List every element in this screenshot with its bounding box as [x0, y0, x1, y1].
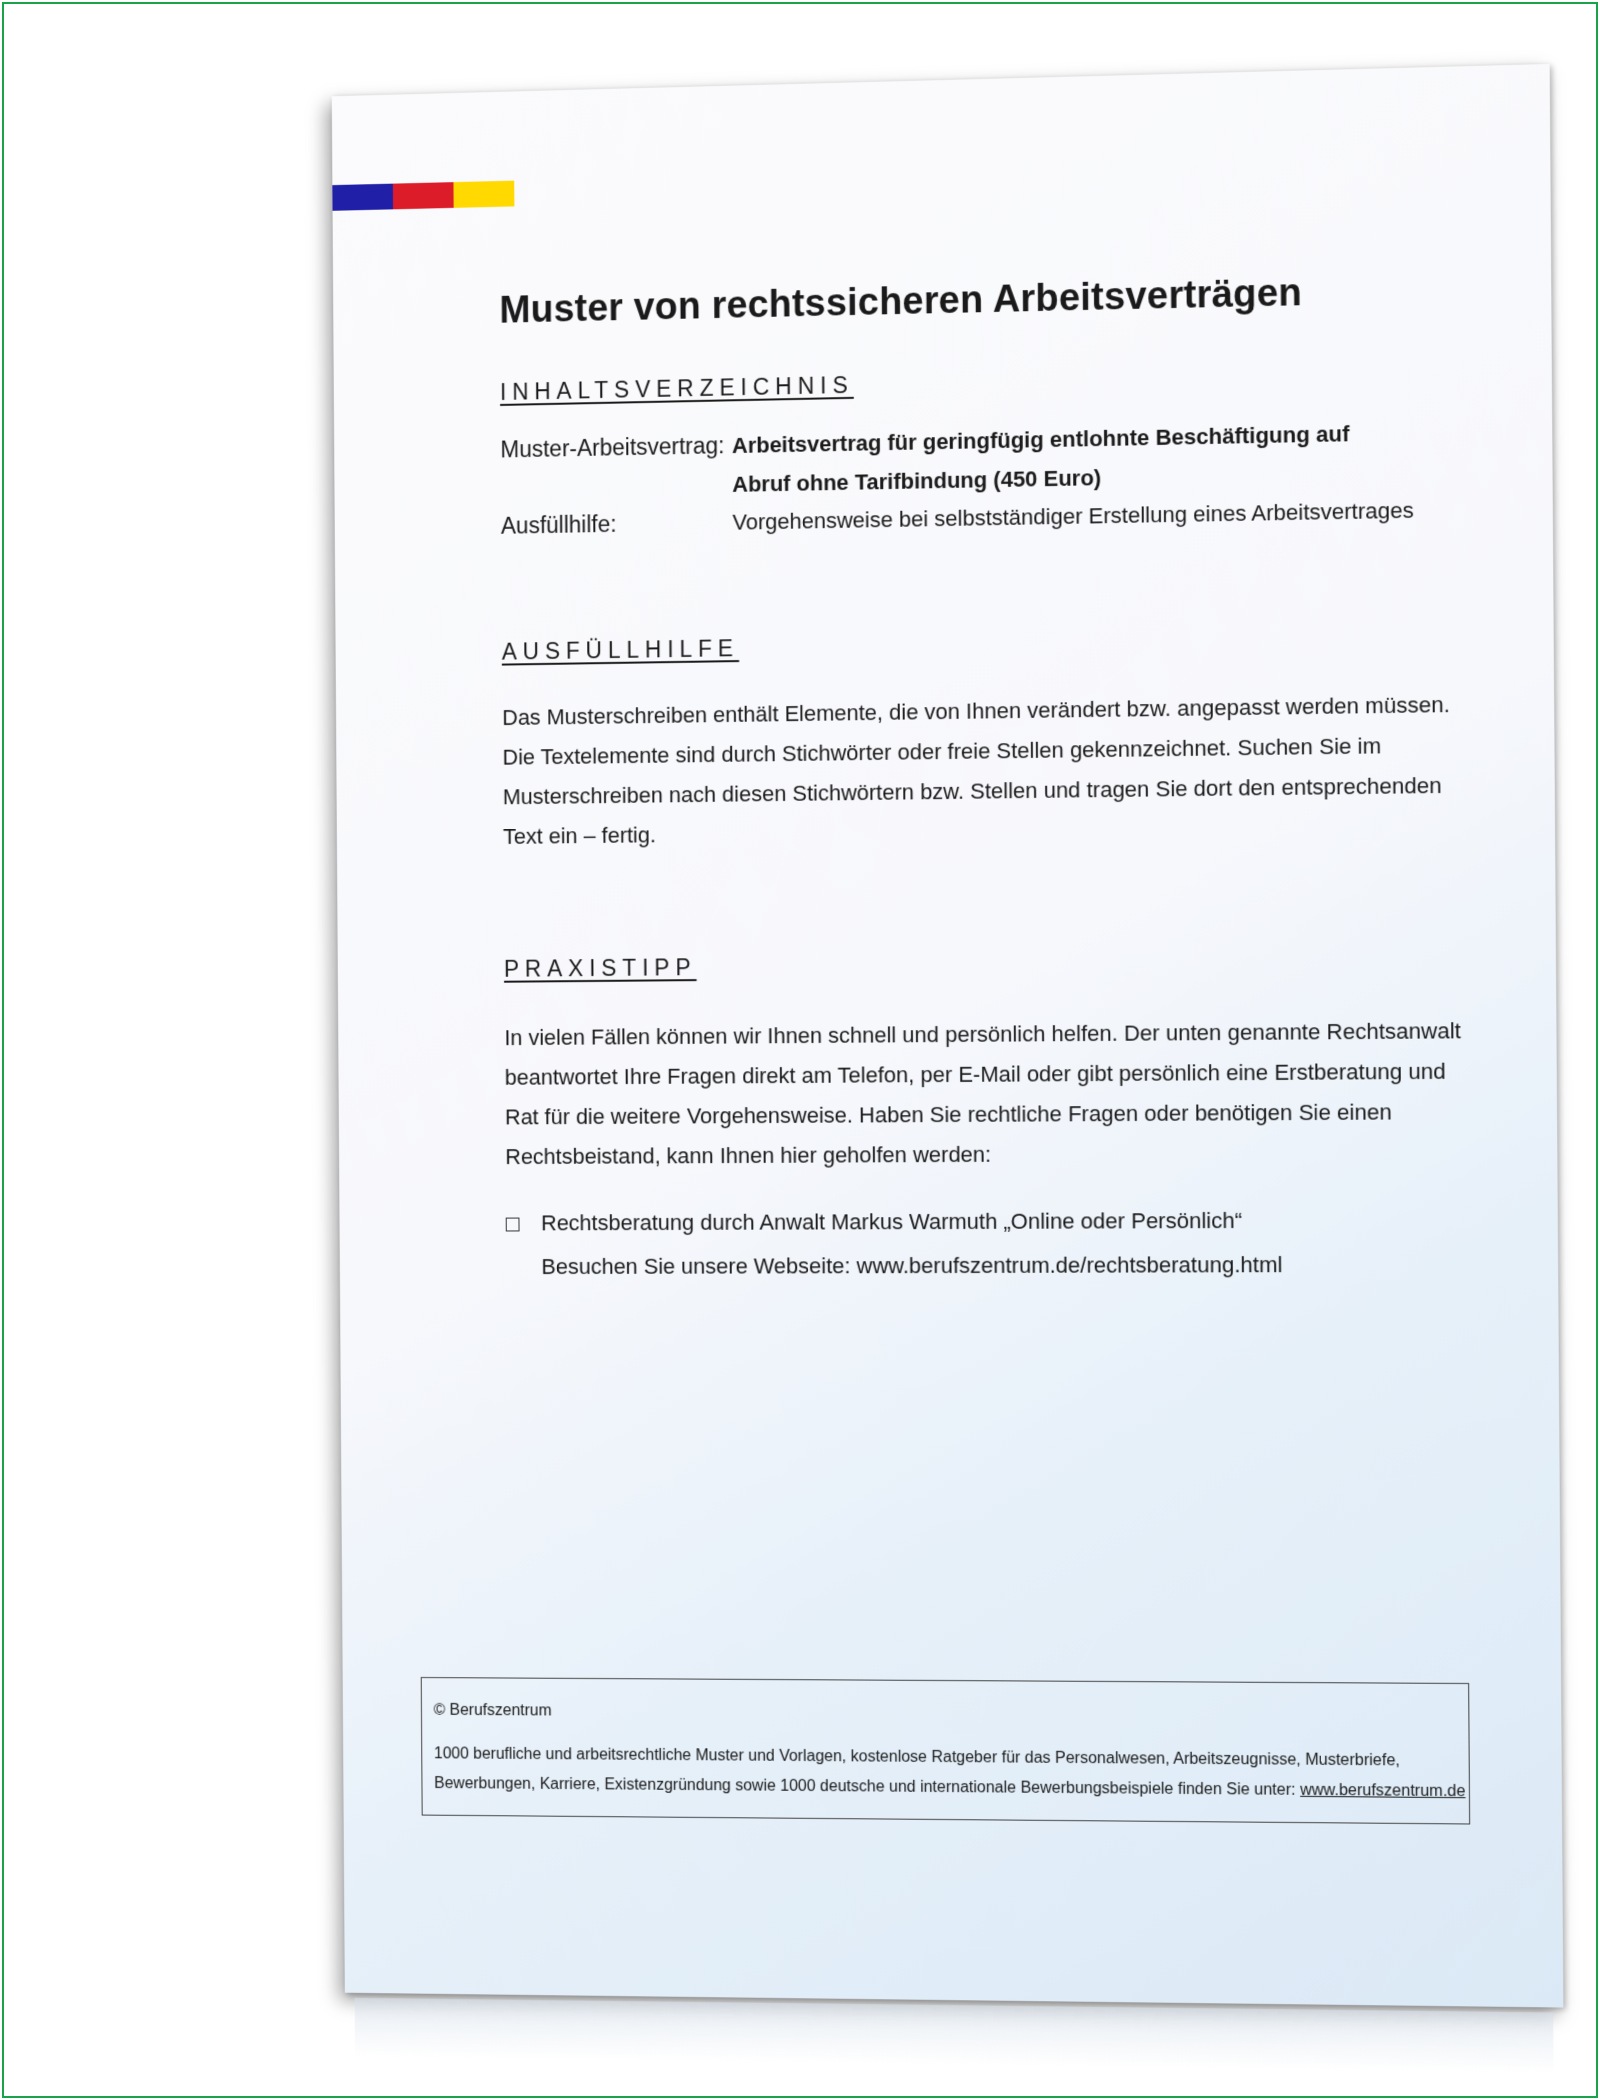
- document-preview: [332, 64, 1574, 2028]
- toc-item-ausfuellhilfe: [501, 497, 1414, 540]
- footer-line-text: Bewerbungen, Karriere, Existenzgründung sowie 1000 deutsche und internationale Bewerbungsbeispiele finden Sie unter:: [434, 1775, 1296, 1799]
- toc-heading: INHALTSVERZEICHNIS: [499, 371, 854, 405]
- color-stripe: [332, 181, 514, 211]
- ausfuellhilfe-paragraph: [502, 684, 1504, 857]
- footer-line: 1000 berufliche und arbeitsrechtliche Muster und Vorlagen, kostenlose Ratgeber für das Personalwesen, Arbeitszeugnisse, Musterbriefe,: [433, 1745, 1401, 1770]
- paragraph-line: In vielen Fällen können wir Ihnen schnell und persönlich helfen. Der unten genannte Rechtsanwalt: [504, 1018, 1461, 1051]
- color-stripe-red: [393, 182, 454, 209]
- paragraph-line: beantwortet Ihre Fragen direkt am Telefon, per E-Mail oder gibt persönlich eine Erstberatung und: [504, 1058, 1446, 1090]
- document-title: Muster von rechtssicheren Arbeitsverträgen: [499, 271, 1303, 332]
- paragraph-line: Rechtsbeistand, kann Ihnen hier geholfen werden:: [505, 1141, 992, 1170]
- bullet-text: Rechtsberatung durch Anwalt Markus Warmuth „Online oder Persönlich“: [540, 1207, 1243, 1236]
- footer-line: [434, 1769, 1466, 1807]
- document-page: [332, 64, 1564, 2008]
- footer-box: [421, 1677, 1470, 1824]
- paragraph-line: Text ein – fertig.: [502, 822, 656, 849]
- toc-item-value: Arbeitsvertrag für geringfügig entlohnte Beschäftigung auf: [731, 421, 1350, 459]
- bullet-subtext: Besuchen Sie unsere Webseite: www.berufszentrum.de/rechtsberatung.html: [541, 1252, 1283, 1279]
- toc-item-value: Vorgehensweise bei selbstständiger Erstellung eines Arbeitsvertrages: [732, 497, 1414, 535]
- footer-copyright: © Berufszentrum: [433, 1701, 552, 1720]
- toc-item-muster: [500, 420, 1349, 463]
- toc-item-label: Muster-Arbeitsvertrag:: [500, 432, 725, 463]
- praxistipp-paragraph: [504, 1011, 1506, 1177]
- paragraph-line: Musterschreiben nach diesen Stichwörtern bzw. Stellen und tragen Sie dort den entsprechenden: [502, 772, 1442, 810]
- rechtsberatung-list-item: [506, 1199, 1283, 1289]
- paragraph-line: Das Musterschreiben enthält Elemente, die von Ihnen verändert bzw. angepasst werden müssen.: [502, 691, 1450, 730]
- paragraph-line: Rat für die weitere Vorgehensweise. Haben Sie rechtliche Fragen oder benötigen Sie einen: [504, 1099, 1392, 1130]
- paragraph-line: Die Textelemente sind durch Stichwörter oder freie Stellen gekennzeichnet. Suchen Sie im: [502, 733, 1382, 770]
- footer-website-link[interactable]: www.berufszentrum.de: [1300, 1781, 1466, 1801]
- ausfuellhilfe-heading: AUSFÜLLHILFE: [501, 635, 740, 665]
- checkbox-icon: [506, 1218, 520, 1232]
- praxistipp-heading: PRAXISTIPP: [503, 954, 697, 982]
- toc-item-value-continued: Abruf ohne Tarifbindung (450 Euro): [732, 465, 1102, 497]
- color-stripe-yellow: [453, 181, 514, 208]
- color-stripe-blue: [332, 184, 393, 211]
- toc-item-label: Ausfüllhilfe:: [500, 510, 617, 539]
